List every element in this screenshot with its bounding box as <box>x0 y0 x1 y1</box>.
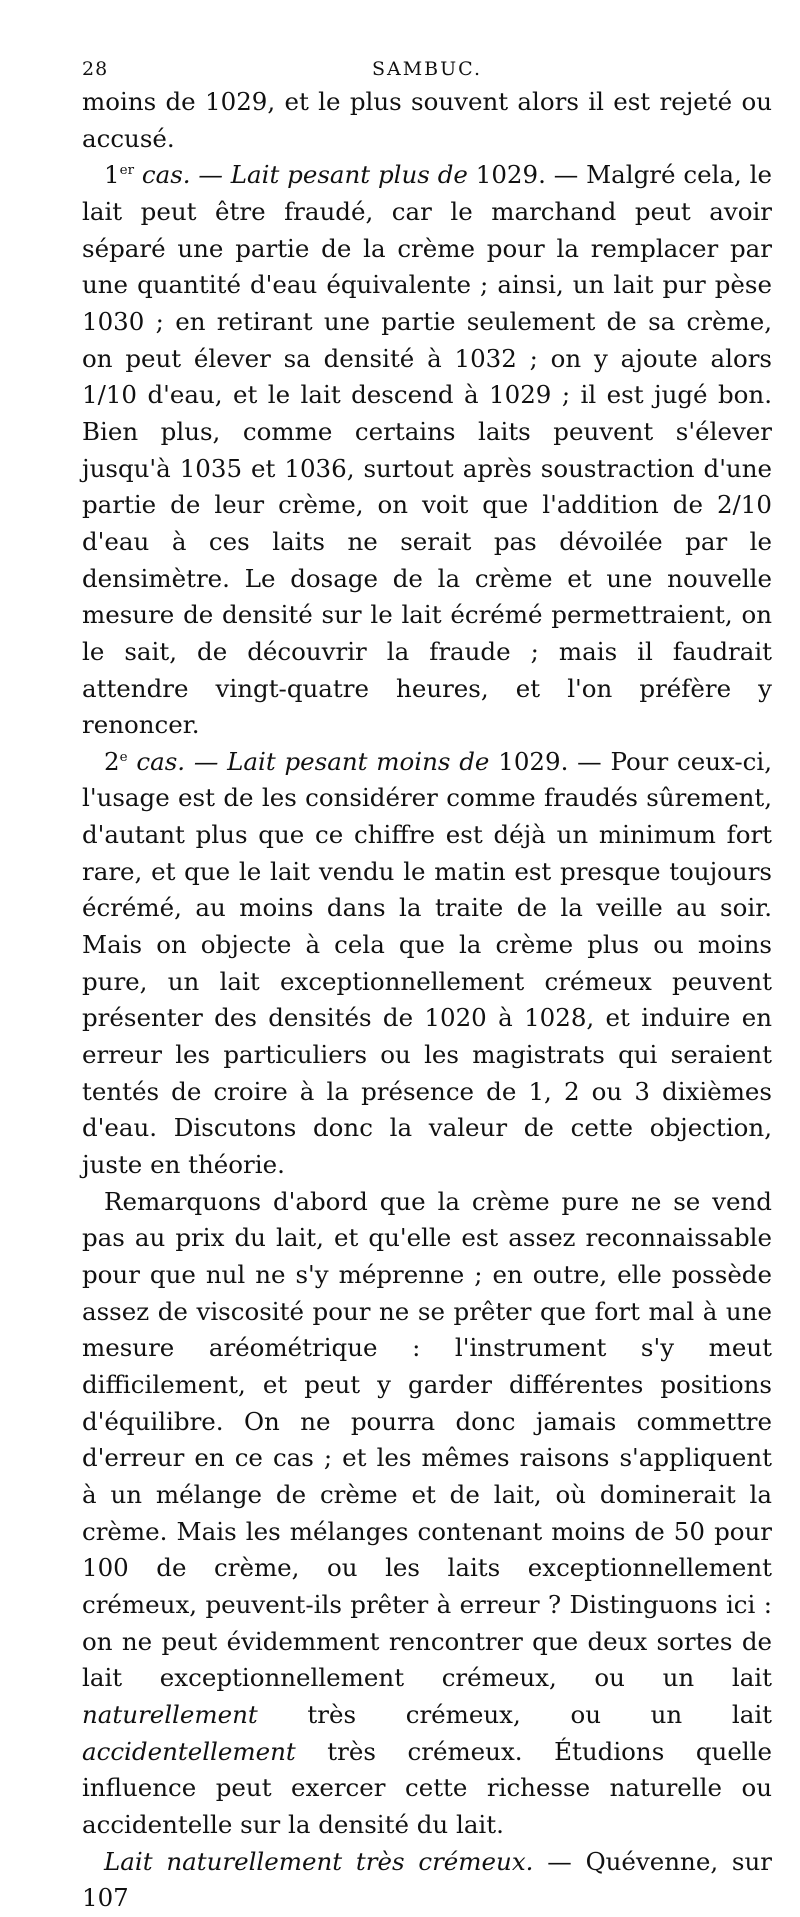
text-run: 1029. — Malgré cela, le lait peut être fraudé, car le marchand peut avoir séparé une partie de la crème pour la remplacer par une quantité d'eau équivalente ; ainsi, un lait pur pèse 1030 ; en retirant une partie seulement de sa crème, on peut élever sa densité à 1032 ; on y ajoute alors 1/10 d'eau, et le lait descend à 1029 ; il est jugé bon. Bien plus, comme certains laits peuvent s'élever jusqu'à 1035 et 1036, surtout après soustraction d'une partie de leur crème, on voit que l'addition de 2/10 d'eau à ces laits ne serait pas dévoilée par le densimètre. Le dosage de la crème et une nouvelle mesure de densité sur le lait écrémé permettraient, on le sait, de découvrir la fraude ; mais il faudrait attendre vingt-quatre heures, et l'on préfère y renoncer. <box>82 160 772 740</box>
text-run: — Quévenne, sur 107 <box>82 1846 772 1913</box>
running-title: SAMBUC. <box>371 58 483 80</box>
italic-text: Lait naturellement très crémeux. <box>104 1846 534 1876</box>
italic-text: cas. — Lait pesant plus de <box>141 160 468 190</box>
italic-text: cas. — Lait pesant moins de <box>136 746 490 776</box>
paragraph <box>82 157 772 744</box>
paragraph <box>82 1184 772 1844</box>
text-run: très crémeux, ou un lait <box>257 1699 772 1729</box>
paragraph <box>82 744 772 1184</box>
text-run: 1 <box>104 160 120 190</box>
page-header <box>82 58 772 82</box>
superscript-text: er <box>119 162 135 179</box>
text-run: Remarquons d'abord que la crème pure ne se vend pas au prix du lait, et qu'elle est assez reconnaissable pour que nul ne s'y méprenne ; en outre, elle possède assez de viscosité pour ne se prêter que fort mal à une mesure aréométrique : l'instrument s'y meut difficilement, et peut y garder différentes positions d'équilibre. On ne pourra donc jamais commettre d'erreur en ce cas ; et les mêmes raisons s'appliquent à un mélange de crème et de lait, où dominerait la crème. Mais les mélanges contenant moins de 50 pour 100 de crème, ou les laits exceptionnellement crémeux, peuvent-ils prêter à erreur ? Distinguons ici : on ne peut évidemment rencontrer que deux sortes de lait exceptionnellement crémeux, ou un lait <box>82 1186 772 1693</box>
italic-text: naturellement <box>82 1699 258 1729</box>
text-run <box>134 160 142 189</box>
text-run: 2 <box>104 746 120 776</box>
paragraph <box>82 1844 772 1917</box>
text-run: très crémeux. Étudions quelle influence peut exercer cette richesse naturelle ou accidentelle sur la densité du lait. <box>82 1736 772 1839</box>
page-number: 28 <box>82 58 109 80</box>
text-run: 1029. — Pour ceux-ci, l'usage est de les considérer comme fraudés sûrement, d'autant plus que ce chiffre est déjà un minimum fort rare, et que le lait vendu le matin est presque toujours écrémé, au moins dans la traite de la veille au soir. Mais on objecte à cela que la crème plus ou moins pure, un lait exceptionnellement crémeux peuvent présenter des densités de 1020 à 1028, et induire en erreur les particuliers ou les magistrats qui seraient tentés de croire à la présence de 1, 2 ou 3 dixièmes d'eau. Discutons donc la valeur de cette objection, juste en théorie. <box>82 746 772 1180</box>
body-text <box>82 84 772 1917</box>
superscript-text: e <box>119 748 128 765</box>
text-run: moins de 1029, et le plus souvent alors il est rejeté ou accusé. <box>82 87 772 153</box>
italic-text: accidentellement <box>82 1736 296 1766</box>
paragraph <box>82 84 772 157</box>
